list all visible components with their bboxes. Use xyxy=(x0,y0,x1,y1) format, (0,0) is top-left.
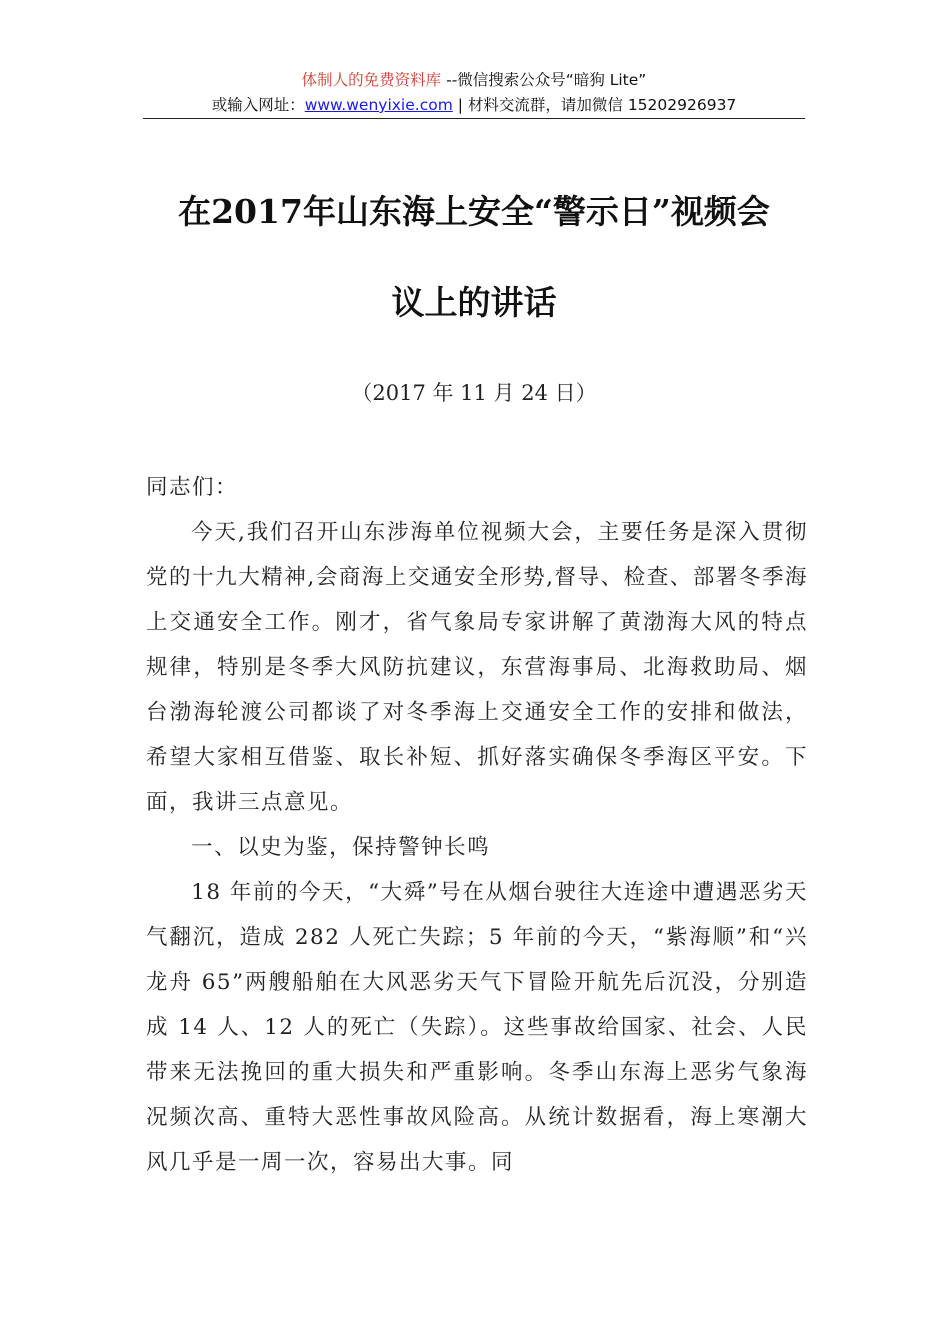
document-body xyxy=(146,465,808,1185)
header-line-2 xyxy=(143,93,805,118)
salutation: 同志们： xyxy=(146,475,239,500)
header-line-1 xyxy=(143,68,805,93)
header-divider xyxy=(143,118,805,119)
contact-info: | 材料交流群，请加微信 15202926937 xyxy=(452,96,737,114)
section-heading: 一、以史为鉴，保持警钟长鸣 xyxy=(191,835,491,860)
document-header xyxy=(143,68,805,118)
website-link[interactable]: www.wenyixie.com xyxy=(304,96,453,114)
document-date: （2017 年 11 月 24 日） xyxy=(351,381,597,405)
brand-name: 体制人的免费资料库 xyxy=(301,71,442,89)
title-line-2: 议上的讲话 xyxy=(391,283,557,322)
paragraph: 18 年前的今天，“大舜”号在从烟台驶往大连途中遭遇恶劣天气翻沉，造成 282 人死亡失踪；5 年前的今天，“紫海顺”和“兴龙舟 65”两艘船舶在大风恶劣天气下冒险开航先后沉没，分别造成 14 人、12 人的死亡（失踪）。这些事故给国家、社会、人民带来无法挽回的重大损失和严重影响。冬季山东海上恶劣气象海况频次高、重特大恶性事故风险高。从统计数据看，海上寒潮大风几乎是一周一次，容易出大事。同 xyxy=(146,880,808,1175)
paragraph: 今天,我们召开山东涉海单位视频大会，主要任务是深入贯彻党的十九大精神,会商海上交通安全形势,督导、检查、部署冬季海上交通安全工作。刚才，省气象局专家讲解了黄渤海大风的特点规律，特别是冬季大风防抗建议，东营海事局、北海救助局、烟台渤海轮渡公司都谈了对冬季海上交通安全工作的安排和做法，希望大家相互借鉴、取长补短、抓好落实确保冬季海区平安。下面，我讲三点意见。 xyxy=(146,520,808,815)
document-title xyxy=(143,190,805,325)
header-tagline: --微信搜索公众号“暗狗 Lite” xyxy=(441,71,647,89)
url-prefix: 或输入网址： xyxy=(211,96,305,114)
title-line-1: 在2017年山东海上安全“警示日”视频会 xyxy=(178,192,770,231)
